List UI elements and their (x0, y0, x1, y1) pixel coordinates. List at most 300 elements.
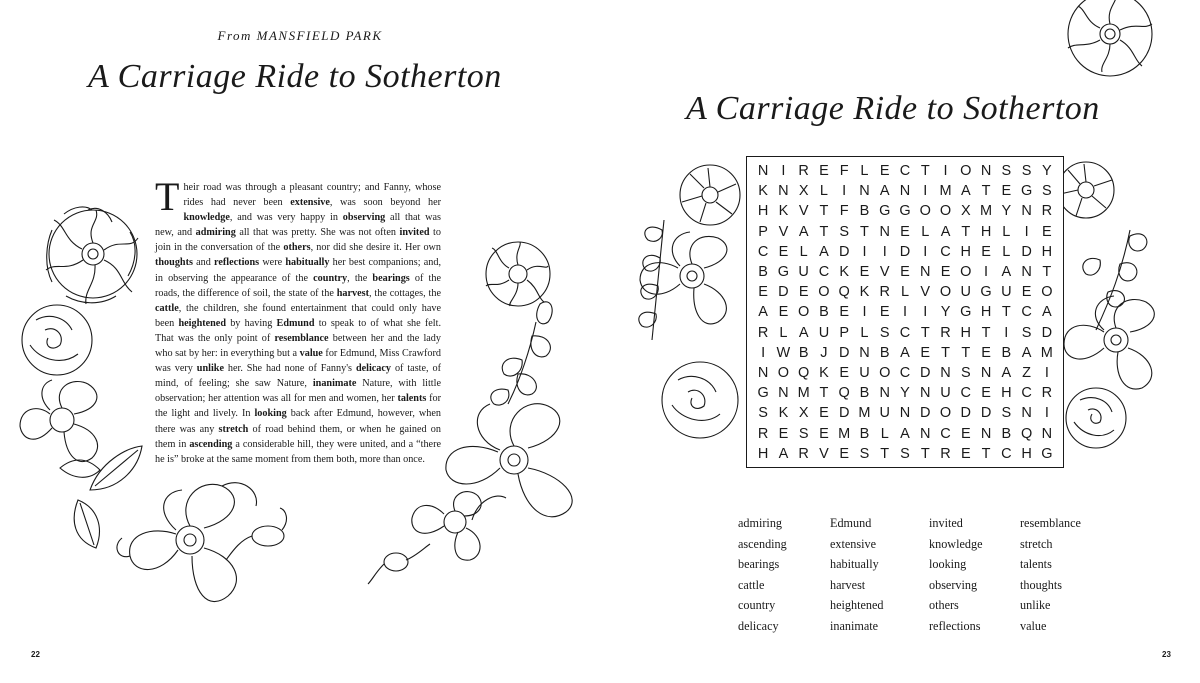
grid-letter[interactable]: U (879, 405, 890, 422)
grid-letter[interactable]: D (838, 243, 850, 260)
grid-letter[interactable]: O (777, 364, 790, 381)
grid-letter[interactable]: A (1001, 264, 1012, 281)
page-number-right: 23 (1162, 650, 1171, 659)
grid-letter[interactable]: N (1021, 203, 1032, 220)
grid-letter[interactable]: N (778, 183, 789, 200)
grid-letter[interactable]: N (859, 344, 870, 361)
fern-leaf-icon (491, 302, 552, 405)
grid-letter[interactable]: E (778, 425, 789, 442)
daisy-flower-icon-left (680, 165, 740, 225)
grid-letter[interactable]: L (921, 223, 930, 240)
grid-letter[interactable]: H (960, 324, 972, 341)
word-list-item: country (738, 598, 776, 612)
grid-letter[interactable]: A (940, 223, 951, 240)
grid-letter[interactable]: N (980, 364, 992, 381)
grid-letter[interactable]: E (839, 364, 850, 381)
grid-letter[interactable]: N (920, 264, 931, 281)
grid-letter[interactable]: N (920, 425, 931, 442)
grid-letter[interactable]: R (879, 284, 890, 301)
grid-letter[interactable]: G (980, 284, 992, 301)
grid-letter[interactable]: R (798, 163, 809, 180)
grid-letter[interactable]: N (1021, 405, 1032, 422)
grid-letter[interactable]: A (900, 344, 910, 361)
grid-row (753, 423, 1057, 443)
grid-letter[interactable]: N (757, 163, 769, 180)
grid-letter[interactable]: T (819, 385, 829, 402)
passage-segment: back after Edmund, however, when there was any (155, 408, 441, 435)
grid-letter[interactable]: Y (1042, 163, 1052, 180)
keyword: knowledge (183, 212, 230, 224)
grid-letter[interactable]: T (1042, 264, 1052, 281)
keyword: country (313, 272, 348, 284)
word-list-item: habitually (830, 557, 879, 571)
grid-letter[interactable]: D (960, 405, 972, 422)
grid-letter[interactable]: U (1001, 284, 1012, 301)
grid-letter[interactable]: T (920, 324, 930, 341)
grid-letter[interactable]: I (882, 243, 887, 260)
grid-letter[interactable]: E (778, 243, 789, 260)
grid-letter[interactable]: X (960, 203, 971, 220)
grid-letter[interactable]: C (818, 264, 830, 281)
grid-letter[interactable]: P (839, 324, 850, 341)
grid-letter[interactable]: S (859, 445, 870, 462)
grid-letter[interactable]: C (899, 163, 911, 180)
grid-letter[interactable]: Q (838, 385, 850, 402)
grid-letter[interactable]: E (778, 304, 789, 321)
grid-letter[interactable]: Y (940, 304, 951, 321)
grid-letter[interactable]: O (798, 304, 810, 321)
grid-letter[interactable]: Z (1022, 364, 1032, 381)
grid-letter[interactable]: Y (1001, 203, 1012, 220)
grid-row (753, 302, 1057, 322)
grid-letter[interactable]: O (939, 284, 952, 301)
grid-letter[interactable]: N (940, 364, 951, 381)
grid-letter[interactable]: A (819, 243, 829, 260)
grid-letter[interactable]: I (862, 243, 867, 260)
grid-letter[interactable]: D (980, 405, 992, 422)
grid-letter[interactable]: V (879, 264, 890, 281)
grid-letter[interactable]: O (939, 203, 952, 220)
grid-letter[interactable]: R (940, 445, 951, 462)
grid-letter[interactable]: S (798, 425, 809, 442)
grid-letter[interactable]: L (880, 425, 889, 442)
keyword: talents (397, 393, 427, 405)
grid-letter[interactable]: T (1001, 304, 1011, 321)
grid-letter[interactable]: I (781, 163, 786, 180)
passage-segment: a considerable hill, they were united, and a “there he is” broke at the same moment from them both, more than once. (155, 438, 441, 465)
grid-letter[interactable]: B (819, 304, 829, 321)
grid-letter[interactable]: G (899, 203, 911, 220)
grid-letter[interactable]: X (798, 183, 809, 200)
grid-letter[interactable]: M (858, 405, 871, 422)
word-list-item: Edmund (830, 516, 872, 530)
grid-row (753, 201, 1057, 221)
rose-flower-icon (22, 305, 92, 375)
grid-letter[interactable]: E (758, 284, 768, 301)
grid-letter[interactable]: E (1042, 223, 1052, 240)
right-page (600, 0, 1200, 683)
grid-letter[interactable]: E (819, 425, 829, 442)
word-list-item: extensive (830, 536, 877, 551)
grid-letter[interactable]: A (758, 304, 768, 321)
grid-letter[interactable]: V (798, 203, 809, 220)
grid-letter[interactable]: D (920, 405, 931, 422)
passage-segment: of taste, of mind, of feeling; she saw Nature, (155, 363, 441, 390)
grid-letter[interactable]: I (923, 243, 928, 260)
keyword: habitually (285, 257, 330, 269)
grid-letter[interactable]: E (839, 445, 850, 462)
grid-letter[interactable]: E (920, 344, 931, 361)
word-list-item: others (929, 598, 959, 612)
grid-letter[interactable]: E (960, 445, 971, 462)
grid-letter[interactable]: U (818, 324, 830, 341)
puzzle-title: A Carriage Ride to Sotherton (686, 90, 1100, 127)
keyword: others (283, 242, 311, 254)
grid-letter[interactable]: D (838, 344, 850, 361)
grid-letter[interactable]: H (980, 223, 992, 240)
rosebud-icon (226, 508, 286, 560)
word-list-item: delicacy (738, 618, 779, 633)
grid-letter[interactable]: Q (1020, 425, 1033, 442)
grid-letter[interactable]: L (779, 324, 788, 341)
keyword: stretch (218, 423, 249, 435)
grid-letter[interactable]: F (839, 203, 849, 220)
keyword: heightened (178, 317, 226, 329)
grid-letter[interactable]: U (798, 264, 809, 281)
passage-segment: were (259, 257, 286, 269)
grid-letter[interactable]: N (1041, 425, 1053, 442)
passage-segment: and (192, 257, 215, 269)
word-list-item: inanimate (830, 618, 879, 633)
grid-letter[interactable]: N (899, 405, 911, 422)
grid-letter[interactable]: M (980, 203, 993, 220)
word-list-item: harvest (830, 577, 866, 592)
grid-letter[interactable]: C (1021, 304, 1032, 321)
grid-letter[interactable]: E (981, 344, 991, 361)
grid-letter[interactable]: G (757, 385, 769, 402)
word-list-item: knowledge (929, 536, 983, 551)
grid-letter[interactable]: O (960, 264, 972, 281)
grid-letter[interactable]: R (798, 445, 809, 462)
passage-title: A Carriage Ride to Sotherton (88, 58, 502, 95)
word-list-column (929, 513, 1020, 636)
keyword: delicacy (355, 363, 392, 375)
grid-letter[interactable]: H (960, 243, 972, 260)
grid-letter[interactable]: E (900, 264, 910, 281)
word-list-item: admiring (738, 516, 783, 530)
grid-letter[interactable]: T (920, 445, 930, 462)
grid-letter[interactable]: A (778, 445, 789, 462)
grid-letter[interactable]: A (960, 183, 971, 200)
grid-row (753, 444, 1057, 464)
grid-letter[interactable]: L (799, 243, 808, 260)
grid-letter[interactable]: B (879, 344, 890, 361)
passage-segment: , the (347, 272, 373, 284)
grid-letter[interactable]: T (941, 344, 950, 361)
grid-letter[interactable]: K (859, 284, 870, 301)
grid-letter[interactable]: M (939, 183, 952, 200)
grid-letter[interactable]: N (879, 385, 890, 402)
daisy-flower-icon (46, 207, 138, 304)
grid-letter[interactable]: S (1001, 405, 1012, 422)
grid-letter[interactable]: K (778, 405, 789, 422)
grid-letter[interactable]: S (1021, 324, 1032, 341)
daisy-flower-icon-right (486, 242, 550, 306)
grid-letter[interactable]: V (778, 223, 789, 240)
word-list-item: value (1020, 618, 1047, 633)
drop-cap: T (155, 174, 180, 219)
grid-letter[interactable]: E (819, 163, 829, 180)
grid-letter[interactable]: A (1042, 304, 1052, 321)
grid-letter[interactable]: K (778, 203, 789, 220)
grid-letter[interactable]: N (859, 183, 870, 200)
grid-letter[interactable]: R (1041, 385, 1053, 402)
grid-letter[interactable]: C (899, 364, 911, 381)
grid-letter[interactable]: C (757, 243, 769, 260)
grid-letter[interactable]: I (1004, 324, 1009, 341)
keyword: inanimate (312, 378, 357, 390)
grid-letter[interactable]: C (940, 243, 951, 260)
grid-letter[interactable]: E (981, 385, 991, 402)
word-search-grid (746, 156, 1064, 468)
keyword: reflections (214, 257, 260, 269)
grid-letter[interactable]: H (1001, 385, 1012, 402)
grid-letter[interactable]: B (859, 385, 870, 402)
passage-segment: all that was new, and (155, 212, 441, 239)
grid-letter[interactable]: S (758, 405, 768, 422)
grid-letter[interactable]: K (839, 264, 850, 281)
grid-letter[interactable]: U (859, 364, 870, 381)
keyword: looking (254, 408, 287, 420)
passage-segment: to join in the conversation of the (155, 227, 441, 254)
grid-row (753, 403, 1057, 423)
grid-letter[interactable]: I (923, 304, 928, 321)
grid-letter[interactable]: E (960, 425, 971, 442)
grid-letter[interactable]: H (757, 445, 769, 462)
grid-letter[interactable]: E (900, 223, 910, 240)
grid-letter[interactable]: U (940, 385, 951, 402)
grid-letter[interactable]: A (1001, 364, 1012, 381)
keyword: resemblance (274, 332, 329, 344)
grid-letter[interactable]: S (1001, 163, 1012, 180)
grid-letter[interactable]: S (960, 364, 971, 381)
grid-letter[interactable]: S (1042, 183, 1052, 200)
grid-letter[interactable]: E (839, 304, 850, 321)
grid-letter[interactable]: A (900, 425, 910, 442)
grid-letter[interactable]: B (798, 344, 809, 361)
grid-letter[interactable]: S (839, 223, 850, 240)
grid-letter[interactable]: T (920, 163, 930, 180)
word-list-item: cattle (738, 577, 765, 592)
grid-letter[interactable]: A (798, 223, 809, 240)
grid-letter[interactable]: I (984, 264, 989, 281)
grid-letter[interactable]: N (757, 364, 769, 381)
grid-letter[interactable]: M (1040, 344, 1053, 361)
grid-letter[interactable]: I (902, 304, 907, 321)
grid-letter[interactable]: D (899, 243, 911, 260)
grid-letter[interactable]: Q (798, 364, 810, 381)
grid-letter[interactable]: H (1041, 243, 1053, 260)
grid-letter[interactable]: T (819, 203, 829, 220)
grid-letter[interactable]: N (879, 223, 890, 240)
grid-letter[interactable]: T (819, 223, 829, 240)
grid-letter[interactable]: A (798, 324, 809, 341)
word-list-item: ascending (738, 536, 787, 551)
grid-letter[interactable]: H (980, 304, 992, 321)
passage-segment: , the children, she found entertainment that could only have been (155, 302, 441, 329)
grid-letter[interactable]: L (860, 324, 869, 341)
grid-letter[interactable]: W (776, 344, 791, 361)
grid-letter[interactable]: H (757, 203, 769, 220)
grid-letter[interactable]: A (879, 183, 890, 200)
grid-letter[interactable]: G (777, 264, 790, 281)
grid-letter[interactable]: O (879, 364, 891, 381)
grid-letter[interactable]: E (859, 264, 870, 281)
grid-letter[interactable]: S (1021, 163, 1032, 180)
grid-letter[interactable]: C (1021, 385, 1032, 402)
grid-letter[interactable]: B (758, 264, 768, 281)
passage-segment: for Edmund, Miss Crawford was very (155, 348, 441, 375)
grid-letter[interactable]: E (819, 405, 829, 422)
grid-letter[interactable]: C (899, 324, 911, 341)
fern-leaf-icon-left (639, 220, 664, 340)
grid-row (753, 181, 1057, 201)
grid-letter[interactable]: B (859, 203, 870, 220)
grid-letter[interactable]: N (980, 163, 992, 180)
grid-letter[interactable]: G (1020, 183, 1033, 200)
grid-letter[interactable]: I (943, 163, 948, 180)
grid-letter[interactable]: O (1041, 284, 1053, 301)
passage-segment: , the cottages, the (369, 287, 441, 299)
grid-letter[interactable]: L (860, 163, 869, 180)
grid-letter[interactable]: R (940, 324, 951, 341)
grid-letter[interactable]: E (940, 264, 951, 281)
grid-letter[interactable]: E (879, 304, 890, 321)
grid-letter[interactable]: O (960, 163, 972, 180)
word-list-item: observing (929, 577, 978, 592)
grid-letter[interactable]: L (819, 183, 828, 200)
grid-letter[interactable]: T (981, 183, 991, 200)
grid-letter[interactable]: D (778, 284, 789, 301)
grid-letter[interactable]: G (879, 203, 891, 220)
grid-letter[interactable]: M (797, 385, 810, 402)
grid-letter[interactable]: K (758, 183, 768, 200)
grid-letter[interactable]: O (919, 203, 931, 220)
word-list-item: bearings (738, 557, 780, 571)
grid-letter[interactable]: D (920, 364, 931, 381)
grid-letter[interactable]: E (798, 284, 809, 301)
grid-letter[interactable]: T (880, 445, 890, 462)
grid-letter[interactable]: U (960, 284, 972, 301)
grid-letter[interactable]: O (818, 284, 830, 301)
grid-letter[interactable]: B (1001, 344, 1012, 361)
grid-letter[interactable]: G (960, 304, 972, 321)
grid-letter[interactable]: T (961, 344, 971, 361)
grid-letter[interactable]: B (859, 425, 870, 442)
grid-letter[interactable]: L (1002, 243, 1011, 260)
passage-segment: between her and the lady who sat by her: in everything but a (155, 332, 441, 360)
word-list (738, 513, 1112, 636)
grid-letter[interactable]: M (838, 425, 851, 442)
grid-letter[interactable]: Y (900, 385, 910, 402)
grid-letter[interactable]: E (981, 243, 991, 260)
grid-letter[interactable]: E (1001, 183, 1012, 200)
grid-letter[interactable]: P (758, 223, 768, 240)
grid-letter[interactable]: V (920, 284, 931, 301)
passage-segment: Nature, with little observation; her attention was all for men and women, her (155, 378, 441, 405)
leaf-icon (60, 446, 142, 548)
large-wild-rose-flower-icon-right (446, 404, 572, 520)
grid-letter[interactable]: N (778, 385, 789, 402)
grid-letter[interactable]: N (980, 425, 992, 442)
subtitle-from: From (217, 28, 257, 43)
grid-letter[interactable]: R (757, 324, 769, 341)
grid-letter[interactable]: S (879, 324, 890, 341)
grid-letter[interactable]: E (879, 163, 890, 180)
grid-letter[interactable]: B (1001, 425, 1012, 442)
passage-segment: , was soon beyond her (329, 197, 441, 209)
passage-segment: , and was very happy in (229, 212, 343, 224)
grid-letter[interactable]: E (1021, 284, 1032, 301)
grid-letter[interactable]: T (961, 223, 971, 240)
grid-letter[interactable]: I (1044, 364, 1049, 381)
grid-row (753, 383, 1057, 403)
word-list-column (1020, 513, 1112, 636)
grid-letter[interactable]: J (820, 344, 828, 361)
grid-letter[interactable]: K (819, 364, 829, 381)
grid-letter[interactable]: D (838, 405, 850, 422)
grid-letter[interactable]: I (862, 304, 867, 321)
grid-letter[interactable]: I (1024, 223, 1029, 240)
grid-letter[interactable]: N (920, 385, 931, 402)
grid-letter[interactable]: V (819, 445, 829, 462)
grid-letter[interactable]: D (1021, 243, 1032, 260)
keyword: unlike (196, 363, 224, 375)
grid-letter[interactable]: N (899, 183, 911, 200)
page-number-left: 22 (31, 650, 40, 659)
grid-letter[interactable]: A (1021, 344, 1032, 361)
grid-letter[interactable]: X (798, 405, 809, 422)
grid-letter[interactable]: N (1021, 264, 1032, 281)
grid-letter[interactable]: O (939, 405, 952, 422)
grid-letter[interactable]: T (860, 223, 869, 240)
grid-letter[interactable]: R (1041, 203, 1053, 220)
grid-letter[interactable]: F (839, 163, 849, 180)
grid-letter[interactable]: I (1044, 405, 1049, 422)
grid-letter[interactable]: H (1021, 445, 1032, 462)
grid-letter[interactable]: L (1002, 223, 1011, 240)
grid-letter[interactable]: R (757, 425, 769, 442)
grid-letter[interactable]: C (960, 385, 972, 402)
passage-text (155, 174, 442, 467)
grid-letter[interactable]: I (761, 344, 766, 361)
grid-letter[interactable]: T (981, 324, 991, 341)
grid-letter[interactable]: Q (838, 284, 850, 301)
grid-letter[interactable]: D (1041, 324, 1053, 341)
grid-letter[interactable]: C (1001, 445, 1012, 462)
grid-letter[interactable]: G (1041, 445, 1053, 462)
daisy-flower-icon-top (1068, 0, 1152, 76)
grid-letter[interactable]: I (923, 183, 928, 200)
wild-rose-flower-icon (20, 380, 98, 462)
grid-letter[interactable]: L (900, 284, 910, 301)
wild-rose-flower-icon-left-cluster (640, 232, 727, 324)
grid-letter[interactable]: C (940, 425, 951, 442)
keyword: bearings (372, 272, 410, 284)
grid-letter[interactable]: I (842, 183, 847, 200)
grid-letter[interactable]: S (900, 445, 910, 462)
grid-letter[interactable]: T (981, 445, 991, 462)
